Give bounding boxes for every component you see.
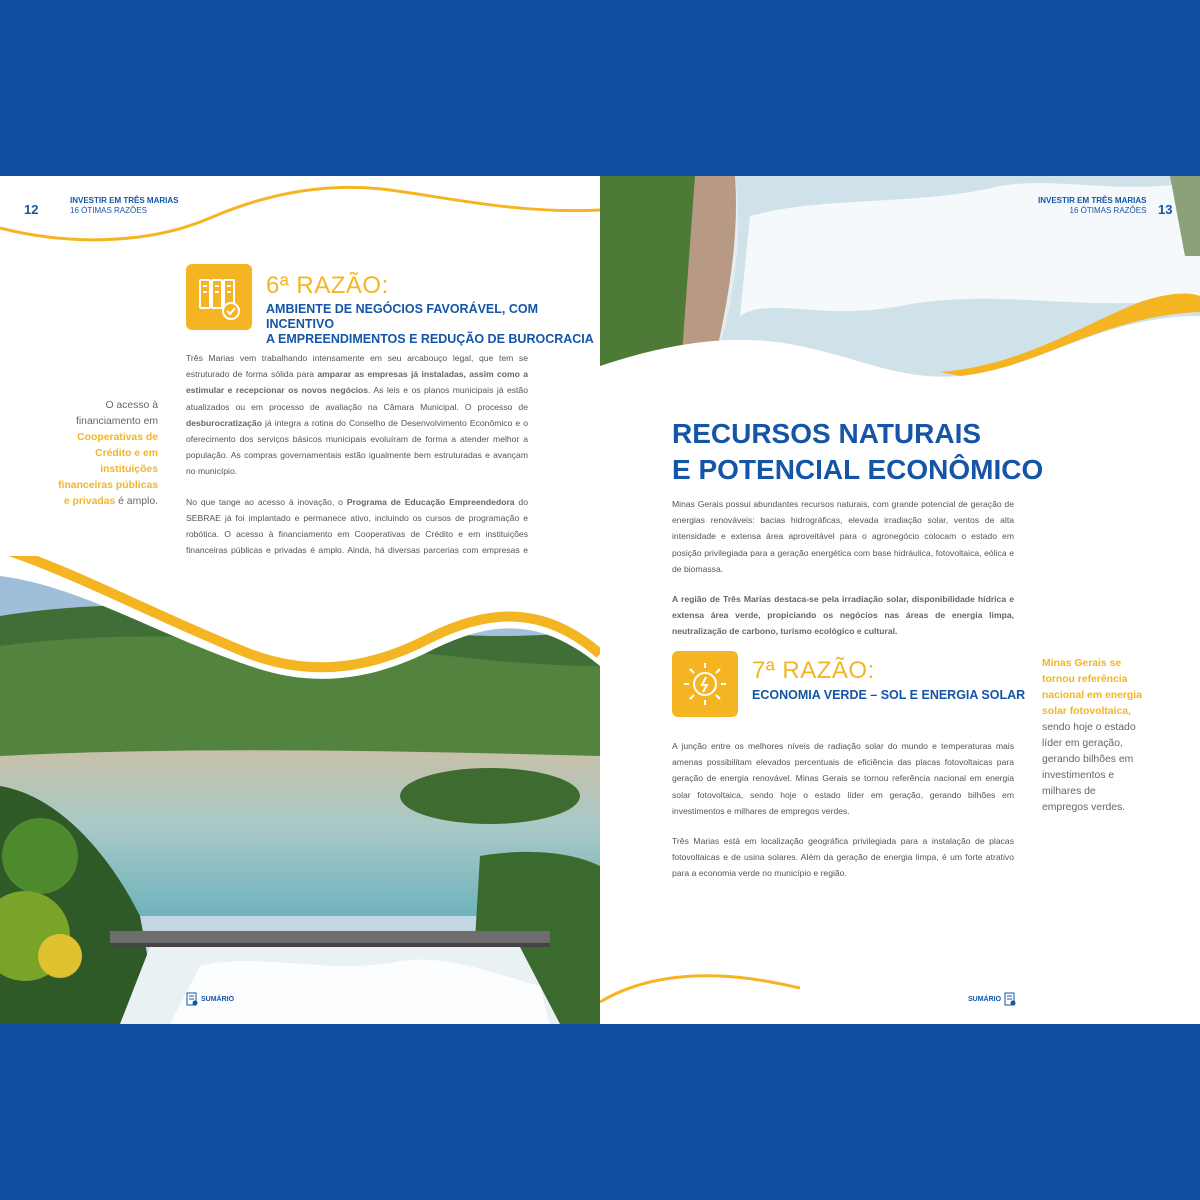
running-header	[70, 196, 178, 216]
documents-icon	[186, 264, 252, 330]
text-run: No que tange ao acesso à inovação, o	[186, 496, 347, 507]
intro-bold-paragraph: A região de Três Marias destaca-se pela irradiação solar, disponibilidade hídrica e extensa área verde, propiciando os negócios nas áreas de energia limpa, neutralização de carbono, turismo ecológico e cultural.	[672, 594, 1014, 637]
page-number: 13	[1158, 202, 1173, 217]
side-note-text: sendo hoje o estado líder em geração, gerando bilhões em investimentos e milhares de empregos verdes.	[1042, 722, 1136, 813]
highlight-text: amparar as empresas já instaladas, assim como a estimular e recepcionar os novos negócios	[186, 369, 528, 396]
text-run: já integra a rotina do Conselho de Desenvolvimento Econômico e o oferecimento dos serviços básicos municipais evoluíram de forma a atender melhor a população. As compras governamentais estão igualmente bem estruturadas e avançam no município.	[186, 417, 528, 477]
side-note-highlight: Minas Gerais se tornou referência nacional em energia solar fotovoltaica,	[1042, 658, 1142, 717]
razao-subtitle-line2: A EMPREENDIMENTOS E REDUÇÃO DE BUROCRACIA	[266, 332, 594, 346]
sumario-label[interactable]: SUMÁRIO	[968, 995, 1002, 1003]
page-number: 12	[24, 202, 39, 217]
left-page	[0, 176, 600, 1024]
razao-subtitle	[266, 302, 600, 347]
intro-text	[672, 496, 1014, 654]
highlight-text: Programa de Educação Empreendedora	[346, 496, 515, 507]
photo-bottom-wave	[600, 276, 1200, 396]
paragraph	[186, 350, 528, 480]
razao-title: 6ª RAZÃO:	[266, 272, 389, 299]
razao-subtitle: ECONOMIA VERDE – SOL E ENERGIA SOLAR	[752, 688, 1026, 702]
header-subtitle: 16 ÓTIMAS RAZÕES	[70, 206, 147, 215]
section-title-line2: E POTENCIAL ECONÔMICO	[672, 454, 1044, 485]
side-note-highlight: Cooperativas de Crédito e em instituições financeiras públicas e privadas	[58, 432, 158, 507]
section-title	[672, 416, 1043, 488]
sumario-link[interactable]	[968, 992, 1016, 1006]
side-note-text: é amplo.	[118, 496, 158, 507]
highlight-text: desburocratização	[186, 417, 262, 428]
header-subtitle: 16 ÓTIMAS RAZÕES	[1069, 206, 1147, 215]
text-run: . As leis e os planos municipais já estão atualizados ou em processo de avaliação na Câmara Municipal. O processo de	[186, 385, 528, 412]
paragraph: A junção entre os melhores níveis de radiação solar do mundo e temperaturas mais amenas possibilitam elevados percentuais de eficiência das placas fotovoltaicas para geração de energia renovável. Minas Gerais se tornou referência nacional em energia solar fotovoltaica, sendo hoje o estado líder em geração, gerando bilhões em investimentos e milhares de empregos verdes.	[672, 741, 1014, 816]
razao-title: 7ª RAZÃO:	[752, 657, 875, 684]
sun-icon	[672, 651, 738, 717]
footer-wave	[600, 966, 1200, 1024]
text-run: Três Marias vem trabalhando intensamente em seu arcabouço legal, que tem se estruturado de forma sólida para	[186, 353, 528, 380]
sumario-link[interactable]	[186, 992, 234, 1006]
header-title: INVESTIR EM TRÊS MARIAS	[1038, 196, 1147, 205]
running-header	[1038, 196, 1146, 216]
document-icon	[186, 992, 198, 1006]
paragraph: Três Marias está em localização geográfica privilegiada para a instalação de placas fotovoltaicas e de usina solares. Além da geração de energia limpa, é um forte atrativo para a economia verde no município e região.	[672, 836, 1014, 879]
side-note	[52, 398, 158, 510]
side-note-text: O acesso à financiamento em	[75, 400, 158, 427]
photo-top-wave	[0, 556, 600, 706]
text-run: do SEBRAE já foi implantado e permanece ativo, incluindo os cursos de programação e robótica. O acesso à financiamento em Cooperativas de Crédito e em instituições financeiras públicas e privadas é amplo. Ainda, há diversas parcerias com empresas e	[186, 496, 528, 556]
sumario-label[interactable]: SUMÁRIO	[201, 995, 235, 1003]
brochure-spread	[0, 176, 1200, 1024]
section-title-line1: RECURSOS NATURAIS	[672, 418, 982, 449]
body-text	[672, 738, 1014, 896]
side-note	[1042, 656, 1142, 816]
right-page	[600, 176, 1200, 1024]
razao-subtitle-line1: AMBIENTE DE NEGÓCIOS FAVORÁVEL, COM INCENTIVO	[266, 302, 539, 331]
document-icon	[1004, 992, 1016, 1006]
intro-paragraph: Minas Gerais possui abundantes recursos naturais, com grande potencial de geração de energias renováveis: bacias hidrográficas, elevada irradiação solar, ventos de alta intensidade e extensa área aproveitável para o agronegócio colocam o estado em posição privilegiada para a geração energética com base hidráulica, fotovoltaica, eólica e de biomassa.	[672, 499, 1014, 574]
header-title: INVESTIR EM TRÊS MARIAS	[70, 196, 179, 205]
